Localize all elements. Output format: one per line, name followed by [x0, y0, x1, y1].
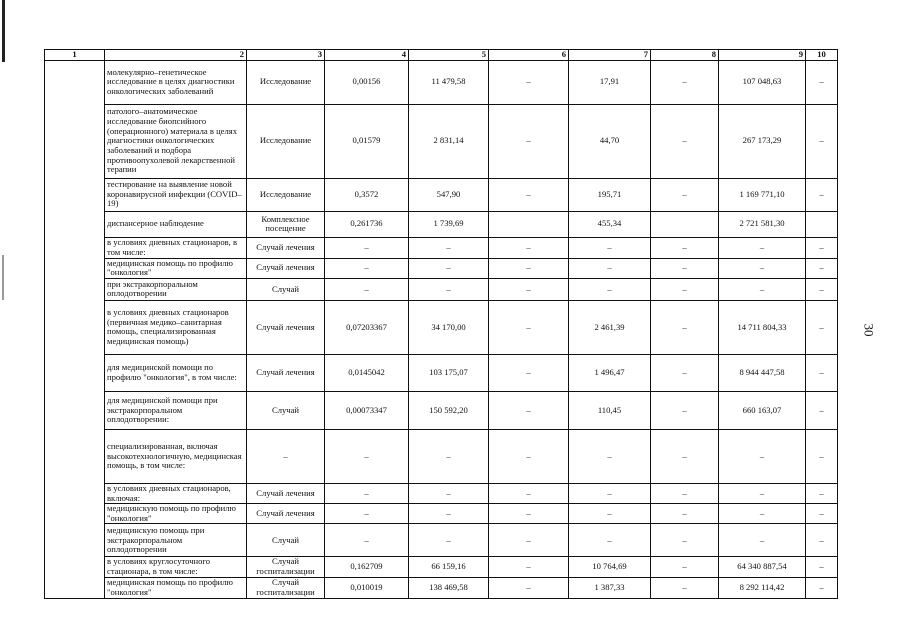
- column-header: 8: [651, 50, 719, 61]
- row-value-cell: –: [409, 483, 489, 503]
- row-unit-cell: Комплексное посещение: [247, 211, 325, 237]
- row-value-cell: –: [806, 504, 838, 524]
- row-value-cell: 0,01579: [325, 104, 409, 178]
- row-value-cell: –: [806, 60, 838, 104]
- table-row: [45, 104, 838, 178]
- row-unit-cell: Случай: [247, 391, 325, 429]
- table-row: [45, 300, 838, 354]
- row-value-cell: –: [489, 60, 569, 104]
- row-value-cell: 0,07203367: [325, 300, 409, 354]
- row-name-cell: медицинскую помощь при экстракорпоральном оплодотворении: [105, 524, 247, 557]
- row-value-cell: –: [489, 483, 569, 503]
- row-value-cell: –: [409, 524, 489, 557]
- row-value-cell: –: [569, 483, 651, 503]
- row-value-cell: –: [489, 104, 569, 178]
- row-value-cell: –: [325, 504, 409, 524]
- column-header: 10: [806, 50, 838, 61]
- row-value-cell: –: [489, 237, 569, 258]
- row-value-cell: –: [325, 524, 409, 557]
- row-value-cell: –: [409, 237, 489, 258]
- scan-edge-mark: [2, 0, 5, 62]
- row-value-cell: 8 292 114,42: [719, 577, 806, 598]
- row-value-cell: 1 387,33: [569, 577, 651, 598]
- row-value-cell: –: [719, 524, 806, 557]
- row-value-cell: 8 944 447,58: [719, 354, 806, 391]
- table-row: [45, 504, 838, 524]
- table-row: [45, 178, 838, 211]
- table-row: [45, 211, 838, 237]
- row-unit-cell: Случай лечения: [247, 504, 325, 524]
- row-value-cell: –: [806, 557, 838, 577]
- table-row: [45, 524, 838, 557]
- column-header: 1: [45, 50, 105, 61]
- row-value-cell: 44,70: [569, 104, 651, 178]
- row-value-cell: 195,71: [569, 178, 651, 211]
- row-unit-cell: –: [247, 429, 325, 483]
- row-value-cell: –: [325, 258, 409, 278]
- row-value-cell: –: [651, 60, 719, 104]
- row-value-cell: [806, 211, 838, 237]
- row-value-cell: –: [489, 258, 569, 278]
- row-value-cell: –: [569, 258, 651, 278]
- row-name-cell: патолого–анатомическое исследование биопсийного (операционного) материала в целях диагностики онкологических заболеваний и подбора противоопухолевой лекарственной терапии: [105, 104, 247, 178]
- row-value-cell: 267 173,29: [719, 104, 806, 178]
- row-value-cell: –: [651, 104, 719, 178]
- row-value-cell: 0,0145042: [325, 354, 409, 391]
- row-unit-cell: Случай госпитализации: [247, 577, 325, 598]
- row-value-cell: –: [806, 237, 838, 258]
- row-unit-cell: Случай лечения: [247, 237, 325, 258]
- table-row: [45, 429, 838, 483]
- row-value-cell: –: [651, 524, 719, 557]
- row-value-cell: –: [489, 557, 569, 577]
- row-name-cell: тестирование на выявление новой коронавирусной инфекции (COVID–19): [105, 178, 247, 211]
- row-value-cell: 547,90: [409, 178, 489, 211]
- row-value-cell: –: [719, 504, 806, 524]
- row-value-cell: –: [489, 278, 569, 300]
- row-value-cell: –: [806, 429, 838, 483]
- row-value-cell: 17,91: [569, 60, 651, 104]
- row-value-cell: 0,00073347: [325, 391, 409, 429]
- column-header: 6: [489, 50, 569, 61]
- row-value-cell: –: [651, 258, 719, 278]
- row-value-cell: –: [651, 237, 719, 258]
- row-value-cell: –: [569, 237, 651, 258]
- row-value-cell: –: [651, 300, 719, 354]
- row-value-cell: –: [409, 258, 489, 278]
- row-name-cell: специализированная, включая высокотехнологичную, медицинская помощь, в том числе:: [105, 429, 247, 483]
- row-value-cell: –: [806, 300, 838, 354]
- row-value-cell: –: [489, 300, 569, 354]
- row-value-cell: 0,261736: [325, 211, 409, 237]
- row-value-cell: –: [806, 577, 838, 598]
- row-value-cell: 1 739,69: [409, 211, 489, 237]
- row-value-cell: 1 496,47: [569, 354, 651, 391]
- row-value-cell: 66 159,16: [409, 557, 489, 577]
- row-unit-cell: Случай госпитализации: [247, 557, 325, 577]
- row-group-cell: [45, 60, 105, 598]
- row-unit-cell: Случай лечения: [247, 300, 325, 354]
- column-header: 3: [247, 50, 325, 61]
- table-row: [45, 577, 838, 598]
- row-value-cell: [651, 211, 719, 237]
- data-table: [44, 49, 838, 599]
- row-value-cell: –: [489, 504, 569, 524]
- row-value-cell: –: [651, 278, 719, 300]
- row-value-cell: –: [409, 504, 489, 524]
- row-value-cell: –: [489, 429, 569, 483]
- scan-edge-mark: [2, 255, 4, 300]
- row-value-cell: –: [409, 278, 489, 300]
- row-value-cell: [489, 211, 569, 237]
- row-value-cell: –: [651, 483, 719, 503]
- column-header: 2: [105, 50, 247, 61]
- row-value-cell: –: [651, 504, 719, 524]
- row-value-cell: –: [719, 258, 806, 278]
- row-value-cell: –: [719, 278, 806, 300]
- row-value-cell: 34 170,00: [409, 300, 489, 354]
- row-name-cell: медицинская помощь по профилю "онкология": [105, 258, 247, 278]
- row-value-cell: –: [719, 237, 806, 258]
- row-value-cell: –: [651, 577, 719, 598]
- row-value-cell: –: [651, 557, 719, 577]
- row-value-cell: –: [806, 258, 838, 278]
- column-header: 9: [719, 50, 806, 61]
- row-unit-cell: Исследование: [247, 104, 325, 178]
- row-name-cell: в условиях круглосуточного стационара, в том числе:: [105, 557, 247, 577]
- table-row: [45, 60, 838, 104]
- row-name-cell: при экстракорпоральном оплодотворении: [105, 278, 247, 300]
- row-name-cell: медицинская помощь по профилю "онкология": [105, 577, 247, 598]
- column-header: 7: [569, 50, 651, 61]
- row-value-cell: 660 163,07: [719, 391, 806, 429]
- row-name-cell: для медицинской помощи по профилю "онкология", в том числе:: [105, 354, 247, 391]
- row-value-cell: –: [806, 278, 838, 300]
- row-value-cell: –: [651, 391, 719, 429]
- row-value-cell: 14 711 804,33: [719, 300, 806, 354]
- row-value-cell: 150 592,20: [409, 391, 489, 429]
- row-value-cell: –: [569, 429, 651, 483]
- row-value-cell: –: [569, 524, 651, 557]
- row-value-cell: –: [719, 429, 806, 483]
- row-value-cell: –: [651, 429, 719, 483]
- row-value-cell: 1 169 771,10: [719, 178, 806, 211]
- row-name-cell: в условиях дневных стационаров, в том числе:: [105, 237, 247, 258]
- row-value-cell: –: [569, 504, 651, 524]
- row-value-cell: –: [489, 354, 569, 391]
- row-value-cell: 110,45: [569, 391, 651, 429]
- table-row: [45, 483, 838, 503]
- row-name-cell: в условиях дневных стационаров (первичная медико–санитарная помощь, специализированная медицинская помощь): [105, 300, 247, 354]
- row-name-cell: для медицинской помощи при экстракорпоральном оплодотворении:: [105, 391, 247, 429]
- column-number-row: [45, 50, 838, 61]
- row-value-cell: 0,00156: [325, 60, 409, 104]
- row-value-cell: –: [325, 237, 409, 258]
- row-unit-cell: Исследование: [247, 60, 325, 104]
- table-row: [45, 278, 838, 300]
- row-unit-cell: Случай: [247, 524, 325, 557]
- row-value-cell: –: [806, 524, 838, 557]
- row-value-cell: 0,162709: [325, 557, 409, 577]
- row-value-cell: 2 831,14: [409, 104, 489, 178]
- row-value-cell: 2 461,39: [569, 300, 651, 354]
- row-value-cell: –: [489, 577, 569, 598]
- column-header: 4: [325, 50, 409, 61]
- row-value-cell: –: [489, 524, 569, 557]
- column-header: 5: [409, 50, 489, 61]
- row-unit-cell: Случай лечения: [247, 483, 325, 503]
- row-unit-cell: Случай: [247, 278, 325, 300]
- row-value-cell: –: [806, 483, 838, 503]
- row-value-cell: 2 721 581,30: [719, 211, 806, 237]
- row-value-cell: –: [325, 429, 409, 483]
- row-value-cell: –: [651, 354, 719, 391]
- row-value-cell: 10 764,69: [569, 557, 651, 577]
- row-value-cell: –: [719, 483, 806, 503]
- row-value-cell: –: [569, 278, 651, 300]
- row-name-cell: в условиях дневных стационаров, включая:: [105, 483, 247, 503]
- row-value-cell: 103 175,07: [409, 354, 489, 391]
- row-name-cell: медицинскую помощь по профилю "онкология": [105, 504, 247, 524]
- row-value-cell: 0,3572: [325, 178, 409, 211]
- table-row: [45, 237, 838, 258]
- row-value-cell: 138 469,58: [409, 577, 489, 598]
- row-value-cell: 107 048,63: [719, 60, 806, 104]
- row-value-cell: 11 479,58: [409, 60, 489, 104]
- row-value-cell: –: [325, 278, 409, 300]
- row-name-cell: молекулярно–генетическое исследование в целях диагностики онкологических заболеваний: [105, 60, 247, 104]
- row-value-cell: –: [325, 483, 409, 503]
- row-value-cell: –: [651, 178, 719, 211]
- row-value-cell: 64 340 887,54: [719, 557, 806, 577]
- row-unit-cell: Случай лечения: [247, 258, 325, 278]
- table-row: [45, 258, 838, 278]
- page-number: 30: [861, 323, 877, 337]
- row-value-cell: –: [806, 354, 838, 391]
- row-value-cell: 0,010019: [325, 577, 409, 598]
- table-row: [45, 391, 838, 429]
- row-value-cell: –: [806, 178, 838, 211]
- row-value-cell: –: [489, 391, 569, 429]
- row-name-cell: диспансерное наблюдение: [105, 211, 247, 237]
- row-value-cell: –: [489, 178, 569, 211]
- row-unit-cell: Случай лечения: [247, 354, 325, 391]
- row-value-cell: 455,34: [569, 211, 651, 237]
- table-row: [45, 557, 838, 577]
- row-value-cell: –: [806, 104, 838, 178]
- row-value-cell: –: [409, 429, 489, 483]
- row-value-cell: –: [806, 391, 838, 429]
- row-unit-cell: Исследование: [247, 178, 325, 211]
- table-row: [45, 354, 838, 391]
